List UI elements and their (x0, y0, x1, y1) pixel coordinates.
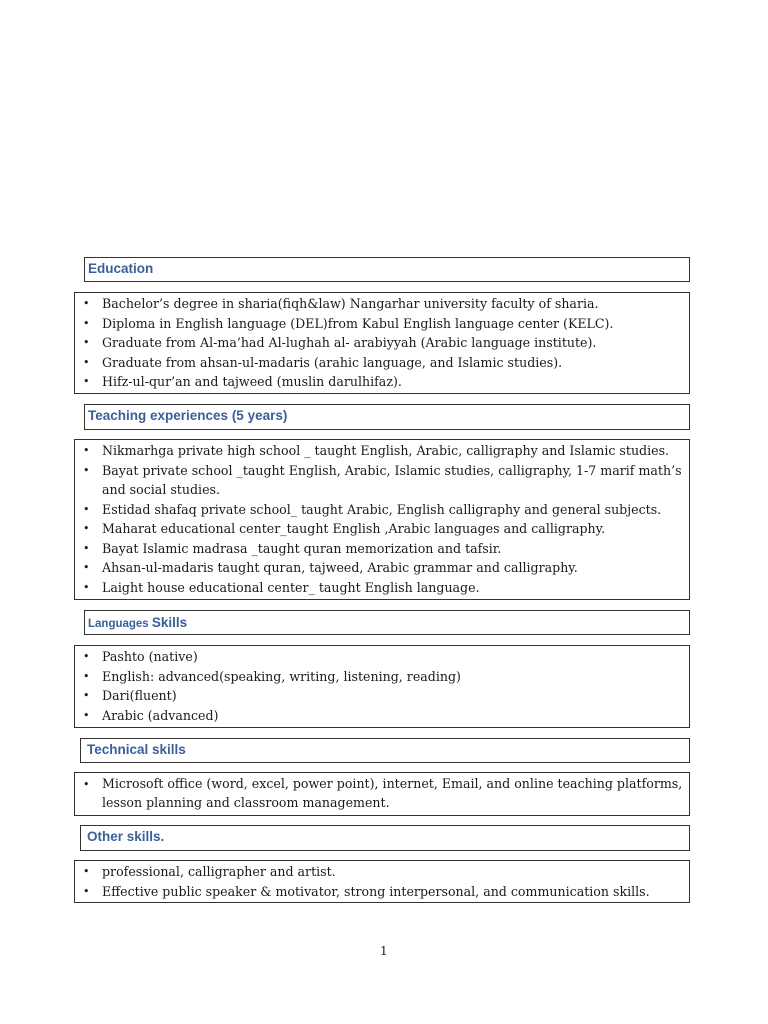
languages-list (75, 647, 689, 725)
list-item: • Pashto (native) (75, 647, 689, 667)
bullet-icon: • (83, 884, 90, 898)
page-number: 1 (380, 944, 388, 958)
list-item: • Maharat educational center_taught English ,Arabic languages and calligraphy. (75, 519, 689, 539)
education-heading-box (84, 257, 690, 282)
education-list (75, 294, 689, 392)
technical-list-box (74, 772, 690, 816)
bullet-icon: • (83, 708, 90, 722)
list-item: • Hifz-ul-qur’an and tajweed (muslin darulhifaz). (75, 372, 689, 392)
bullet-icon: • (83, 561, 90, 574)
technical-heading-box (80, 738, 690, 763)
technical-list (75, 775, 689, 812)
list-item: • Nikmarhga private high school _ taught English, Arabic, calligraphy and Islamic studies. (75, 441, 689, 461)
list-item: • Effective public speaker & motivator, strong interpersonal, and communication skills. (75, 882, 689, 902)
list-item: • Diploma in English language (DEL)from Kabul English language center (KELC). (75, 314, 689, 334)
list-item: • Estidad shafaq private school_ taught Arabic, English calligraphy and general subjects. (75, 500, 689, 520)
bullet-icon: • (83, 778, 90, 791)
languages-list-box (74, 645, 690, 728)
bullet-icon: • (83, 865, 90, 878)
bullet-icon: • (83, 669, 90, 683)
bullet-icon: • (83, 355, 90, 369)
list-item: • English: advanced(speaking, writing, listening, reading) (75, 667, 689, 687)
languages-heading: Languages Skills (88, 615, 188, 630)
list-item: • Arabic (advanced) (75, 706, 689, 726)
bullet-icon: • (83, 375, 90, 388)
bullet-icon: • (83, 444, 90, 457)
other-heading: Other skills. (87, 829, 165, 844)
bullet-icon: • (83, 541, 90, 555)
bullet-icon: • (83, 336, 90, 349)
education-heading: Education (88, 261, 154, 276)
teaching-list (75, 441, 689, 597)
list-item: • Dari(fluent) (75, 686, 689, 706)
other-list-box (74, 860, 690, 903)
languages-heading-box (84, 610, 690, 635)
bullet-icon: • (83, 297, 90, 310)
bullet-icon: • (83, 650, 90, 663)
list-item: • Graduate from ahsan-ul-madaris (arahic language, and Islamic studies). (75, 353, 689, 373)
list-item: • Graduate from Al-ma’had Al-lughah al- arabiyyah (Arabic language institute). (75, 333, 689, 353)
list-item: • Ahsan-ul-madaris taught quran, tajweed, Arabic grammar and calligraphy. (75, 558, 689, 578)
bullet-icon: • (83, 502, 90, 516)
list-item: • Bayat private school _taught English, Arabic, Islamic studies, calligraphy, 1-7 marif math’s and social studies. (83, 462, 682, 497)
bullet-icon: • (83, 316, 90, 330)
teaching-heading-box (84, 404, 690, 430)
teaching-list-box (74, 439, 690, 600)
bullet-icon: • (83, 463, 90, 477)
list-item: • Bayat Islamic madrasa _taught quran memorization and tafsir. (75, 539, 689, 559)
list-item: • Bachelor’s degree in sharia(fiqh&law) Nangarhar university faculty of sharia. (75, 294, 689, 314)
list-item: • professional, calligrapher and artist. (75, 862, 689, 882)
teaching-heading: Teaching experiences (5 years) (88, 408, 288, 423)
list-item: • Microsoft office (word, excel, power point), internet, Email, and online teaching platforms, lesson planning and classroom management. (83, 776, 683, 810)
bullet-icon: • (83, 689, 90, 702)
bullet-icon: • (83, 580, 90, 594)
technical-heading: Technical skills (87, 742, 186, 757)
bullet-icon: • (83, 522, 90, 535)
education-list-box (74, 292, 690, 394)
other-list (75, 862, 689, 901)
list-item: • Laight house educational center_ taught English language. (75, 578, 689, 598)
other-heading-box (80, 825, 690, 851)
